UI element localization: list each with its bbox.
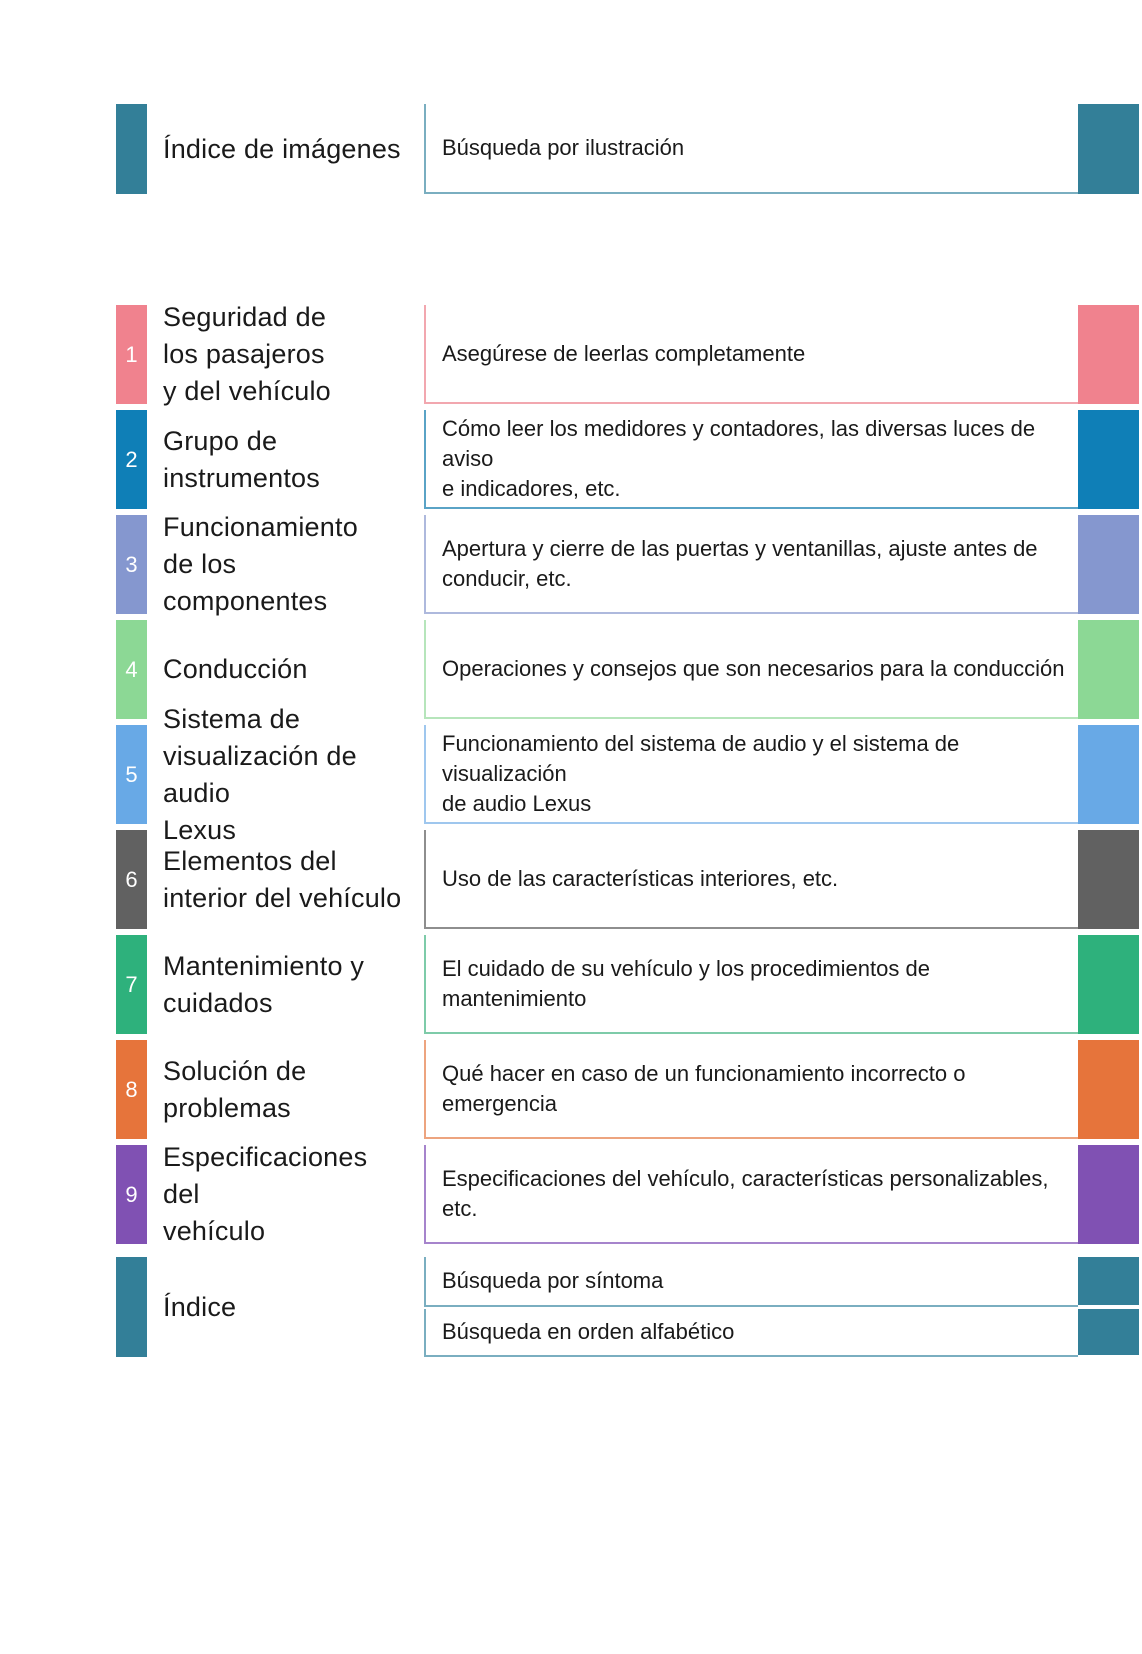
chapter-title[interactable]: Elementos del interior del vehículo	[163, 845, 402, 913]
chapter-row-5[interactable]	[0, 703, 1142, 845]
chapter-row-6[interactable]	[0, 830, 1142, 929]
index-side-tab-symptom[interactable]	[1078, 1257, 1139, 1305]
chapter-description[interactable]: Uso de las características interiores, etc.	[424, 830, 1078, 929]
index-row	[0, 1257, 1142, 1357]
chapter-title[interactable]: Grupo de instrumentos	[163, 425, 320, 493]
chapter-side-tab[interactable]	[1078, 515, 1139, 614]
chapter-side-tab[interactable]	[1078, 620, 1139, 719]
image-index-title[interactable]: Índice de imágenes	[163, 133, 401, 164]
chapter-number-tab: 4	[116, 620, 147, 719]
chapter-side-tab[interactable]	[1078, 1040, 1139, 1139]
chapter-number-tab: 7	[116, 935, 147, 1034]
chapter-title[interactable]: Seguridad de los pasajeros y del vehículo	[163, 302, 331, 406]
image-index-tab	[116, 104, 147, 194]
chapter-title[interactable]: Sistema de visualización de audio Lexus	[163, 703, 357, 845]
index-tab	[116, 1257, 147, 1357]
chapter-row-7[interactable]	[0, 935, 1142, 1034]
chapter-row-3[interactable]	[0, 512, 1142, 616]
chapter-number-tab: 8	[116, 1040, 147, 1139]
chapter-side-tab[interactable]	[1078, 1145, 1139, 1244]
chapter-side-tab[interactable]	[1078, 725, 1139, 824]
chapter-row-8[interactable]	[0, 1040, 1142, 1139]
chapter-number-tab: 5	[116, 725, 147, 824]
image-index-description[interactable]: Búsqueda por ilustración	[424, 104, 1078, 194]
chapter-description[interactable]: El cuidado de su vehículo y los procedimientos de mantenimiento	[424, 935, 1078, 1034]
chapter-description[interactable]: Funcionamiento del sistema de audio y el sistema de visualización de audio Lexus	[424, 725, 1078, 824]
chapter-title[interactable]: Solución de problemas	[163, 1055, 307, 1123]
chapter-description[interactable]: Apertura y cierre de las puertas y ventanillas, ajuste antes de conducir, etc.	[424, 515, 1078, 614]
chapter-side-tab[interactable]	[1078, 935, 1139, 1034]
index-side-tab-alphabetical[interactable]	[1078, 1309, 1139, 1355]
chapter-number-tab: 3	[116, 515, 147, 614]
image-index-side-tab[interactable]	[1078, 104, 1139, 194]
chapter-description[interactable]: Especificaciones del vehículo, características personalizables, etc.	[424, 1145, 1078, 1244]
chapter-row-9[interactable]	[0, 1142, 1142, 1246]
chapter-row-2[interactable]	[0, 410, 1142, 509]
index-item-symptom[interactable]: Búsqueda por síntoma	[424, 1257, 1078, 1307]
chapter-number-tab: 1	[116, 305, 147, 404]
index-item-alphabetical[interactable]: Búsqueda en orden alfabético	[424, 1309, 1078, 1357]
chapter-description[interactable]: Operaciones y consejos que son necesarios para la conducción	[424, 620, 1078, 719]
chapter-number-tab: 9	[116, 1145, 147, 1244]
index-title[interactable]: Índice	[163, 1291, 237, 1322]
chapter-title[interactable]: Funcionamiento de los componentes	[163, 512, 358, 616]
chapter-title[interactable]: Mantenimiento y cuidados	[163, 950, 365, 1018]
chapter-title[interactable]: Especificaciones del vehículo	[163, 1142, 368, 1246]
chapter-title[interactable]: Conducción	[163, 654, 308, 684]
chapter-row-1[interactable]	[0, 302, 1142, 406]
chapter-number-tab: 6	[116, 830, 147, 929]
image-index-row[interactable]	[0, 104, 1142, 194]
chapter-side-tab[interactable]	[1078, 830, 1139, 929]
chapter-description[interactable]: Asegúrese de leerlas completamente	[424, 305, 1078, 404]
chapter-side-tab[interactable]	[1078, 410, 1139, 509]
chapter-description[interactable]: Qué hacer en caso de un funcionamiento incorrecto o emergencia	[424, 1040, 1078, 1139]
chapter-side-tab[interactable]	[1078, 305, 1139, 404]
chapter-description[interactable]: Cómo leer los medidores y contadores, las diversas luces de aviso e indicadores, etc.	[424, 410, 1078, 509]
chapter-number-tab: 2	[116, 410, 147, 509]
